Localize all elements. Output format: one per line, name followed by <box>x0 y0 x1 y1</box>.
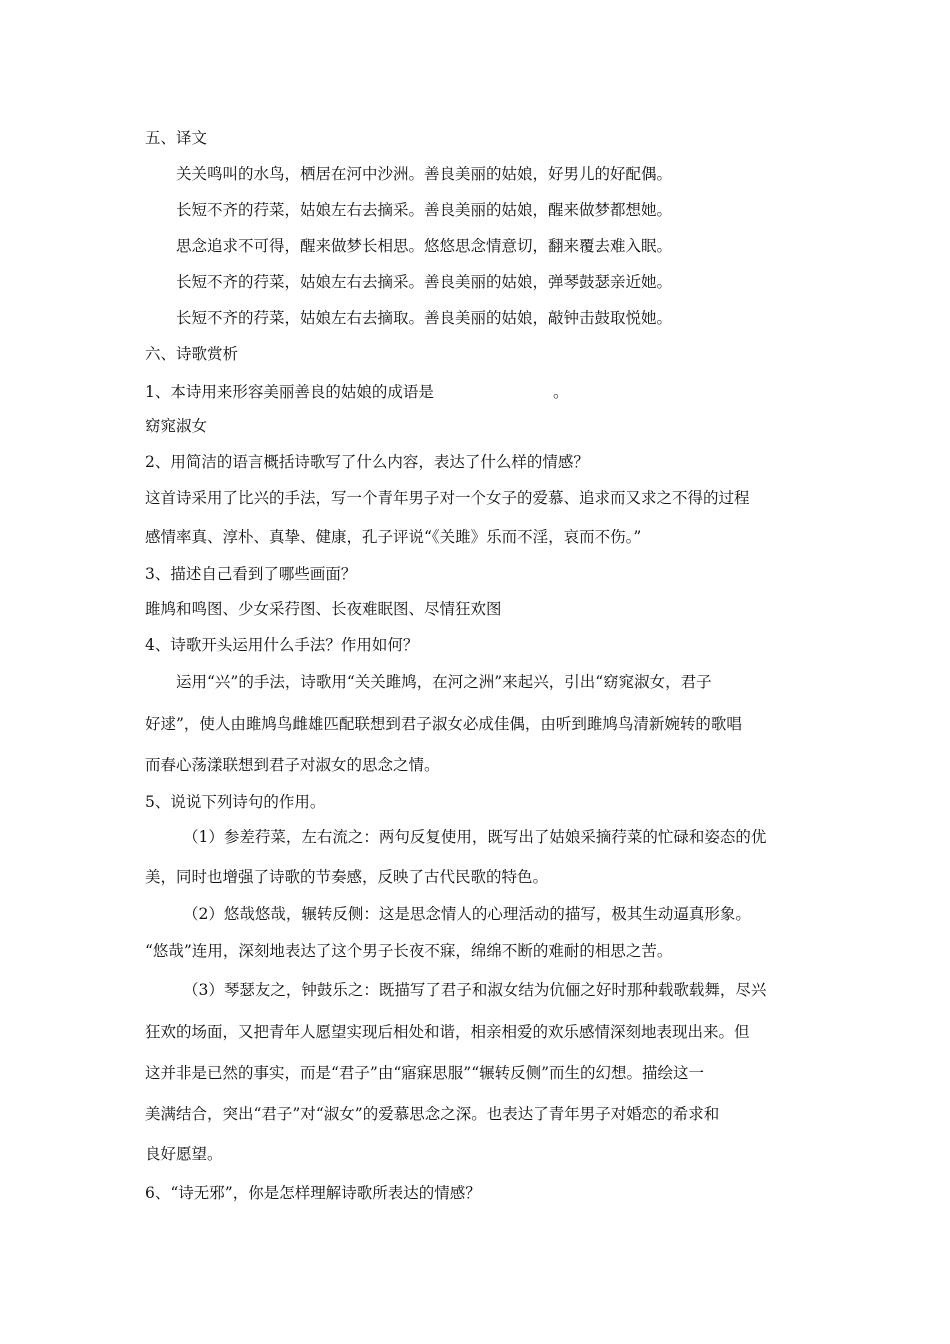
answer-2-line: 感情率真、淳朴、真挚、健康，孔子评说“《关雎》乐而不淫，哀而不伤。” <box>145 528 642 546</box>
question-6: 6、“诗无邪”，你是怎样理解诗歌所表达的情感？ <box>145 1184 481 1202</box>
item-3-line: 良好愿望。 <box>145 1145 223 1163</box>
item-3-line: 狂欢的场面，又把青年人愿望实现后相处和谐，相亲相爱的欢乐感情深刻地表现出来。但 <box>145 1023 750 1041</box>
answer-3: 雎鸠和鸣图、少女采荇图、长夜难眠图、尽情狂欢图 <box>145 600 502 618</box>
answer-4-line: 而春心荡漾联想到君子对淑女的思念之情。 <box>145 756 440 774</box>
item-1-line: 美，同时也增强了诗歌的节奏感，反映了古代民歌的特色。 <box>145 868 549 886</box>
answer-1: 窈窕淑女 <box>145 417 208 435</box>
item-2-line: “悠哉”连用，深刻地表达了这个男子长夜不寐，绵绵不断的难耐的相思之苦。 <box>145 942 673 960</box>
item-3-line: （3）琴瑟友之，钟鼓乐之：既描写了君子和淑女结为伉俪之好时那种载歌载舞，尽兴 <box>183 981 767 999</box>
item-2-line: （2）悠哉悠哉，辗转反侧：这是思念情人的心理活动的描写，极其生动逼真形象。 <box>183 905 751 923</box>
item-3-line: 美满结合，突出“君子”对“淑女”的爱慕思念之深。也表达了青年男子对婚恋的希求和 <box>145 1105 720 1123</box>
section-five-heading: 五、译文 <box>145 129 208 147</box>
item-1-line: （1）参差荇菜，左右流之：两句反复使用，既写出了姑娘采摘荇菜的忙碌和姿态的优 <box>183 828 767 846</box>
translation-line: 长短不齐的荇菜，姑娘左右去摘取。善良美丽的姑娘，敲钟击鼓取悦她。 <box>176 309 673 327</box>
answer-4-line: 好逑”，使人由雎鸠鸟雌雄匹配联想到君子淑女必成佳偶，由听到雎鸠鸟清新婉转的歌唱 <box>145 715 742 733</box>
translation-line: 思念追求不可得，醒来做梦长相思。悠悠思念情意切，翻来覆去难入眠。 <box>176 237 673 255</box>
question-4: 4、诗歌开头运用什么手法？作用如何？ <box>145 636 419 654</box>
section-six-heading: 六、诗歌赏析 <box>145 345 239 363</box>
question-1-tail: 。 <box>553 383 569 401</box>
question-2: 2、用简洁的语言概括诗歌写了什么内容，表达了什么样的情感？ <box>145 453 589 471</box>
question-5: 5、说说下列诗句的作用。 <box>145 793 326 811</box>
answer-2-line: 这首诗采用了比兴的手法，写一个青年男子对一个女子的爱慕、追求而又求之不得的过程 <box>145 489 750 507</box>
translation-line: 关关鸣叫的水鸟，栖居在河中沙洲。善良美丽的姑娘，好男儿的好配偶。 <box>176 165 673 183</box>
item-3-line: 这并非是已然的事实，而是“君子”由“寤寐思服”“辗转反侧”而生的幻想。描绘这一 <box>145 1064 705 1082</box>
answer-4-line: 运用“兴”的手法，诗歌用“关关雎鸠，在河之洲”来起兴，引出“窈窕淑女，君子 <box>176 673 712 691</box>
question-3: 3、描述自己看到了哪些画面？ <box>145 565 357 583</box>
question-1: 1、本诗用来形容美丽善良的姑娘的成语是 <box>145 383 434 401</box>
translation-line: 长短不齐的荇菜，姑娘左右去摘采。善良美丽的姑娘，弹琴鼓瑟亲近她。 <box>176 273 673 291</box>
translation-line: 长短不齐的荇菜，姑娘左右去摘采。善良美丽的姑娘，醒来做梦都想她。 <box>176 201 673 219</box>
